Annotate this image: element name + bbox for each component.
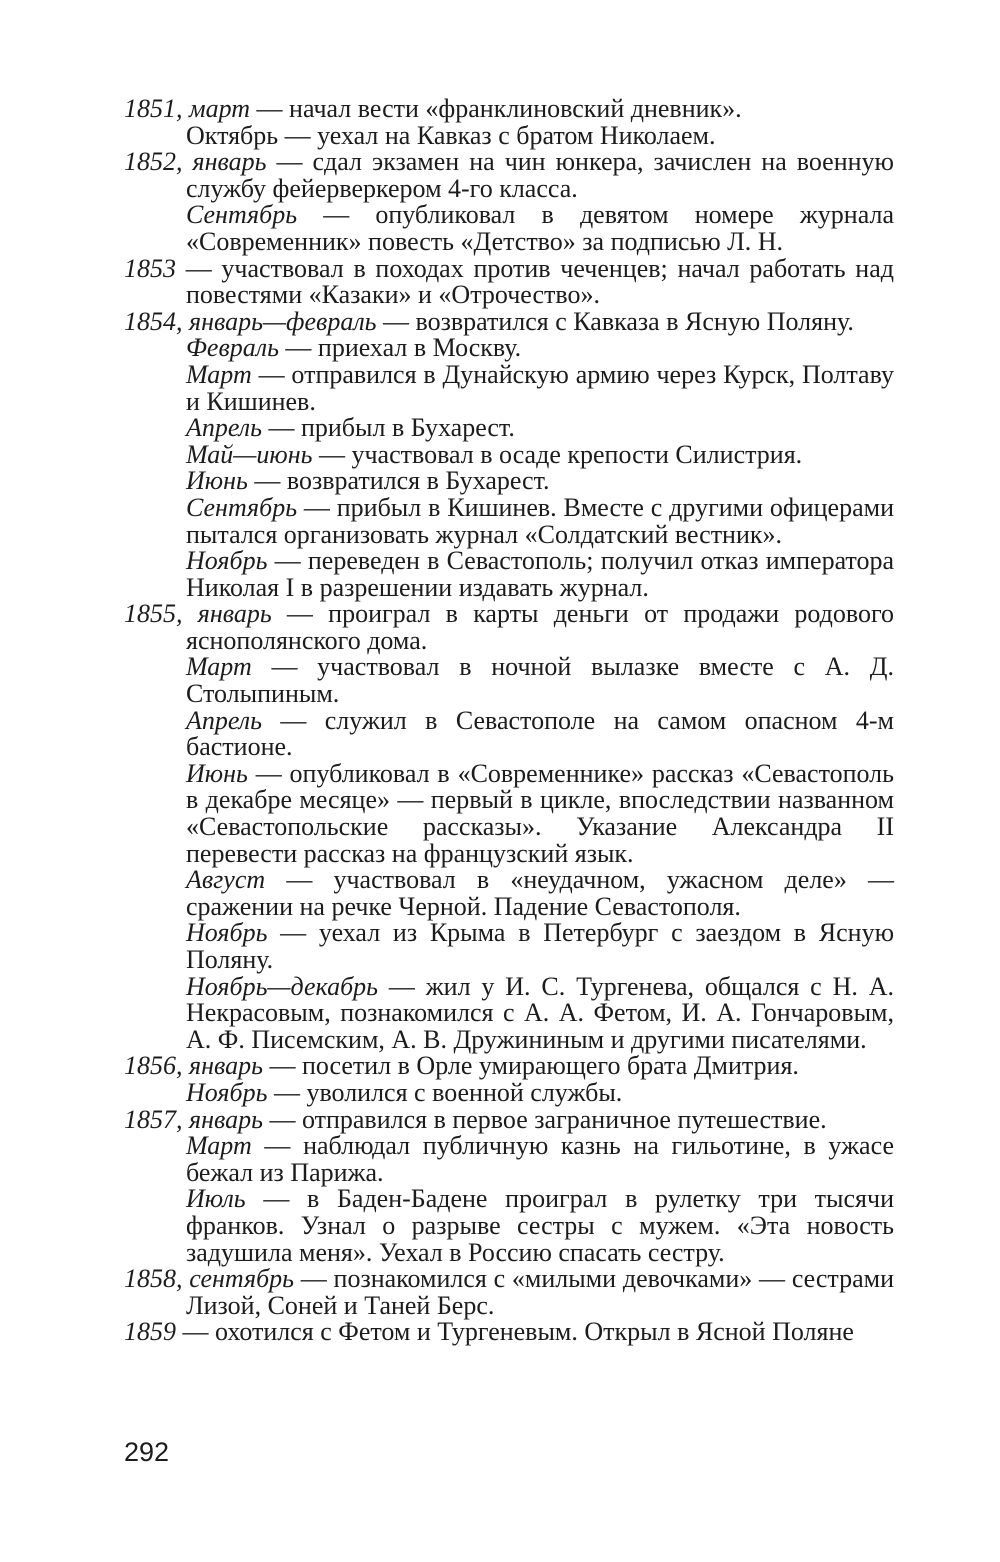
sub-entry-label: Апрель — [186, 413, 262, 443]
sub-entry-label: Февраль — [186, 333, 279, 363]
sub-entry-text: — служил в Севастополе на самом опасном 4-м бастионе. — [186, 705, 894, 762]
sub-entry-text: — уволился с военной службы. — [267, 1077, 623, 1107]
entry-text: — начал вести «франклиновский дневник». — [250, 94, 742, 123]
entry-1858 — [124, 1266, 894, 1319]
sub-entry-label: Июль — [186, 1184, 246, 1214]
entry-1851 — [124, 96, 894, 123]
sub-entry-text: — уехал из Крыма в Петербург с заездом в Ясную Поляну. — [186, 918, 894, 974]
sub-entry-text: — опубликовал в девятом номере журнала «Современник» повесть «Детство» за подписью Л. Н. — [186, 200, 894, 256]
sub-entry-label: Март — [186, 652, 252, 682]
entry-text: — проиграл в карты деньги от продажи родового яснополянского дома. — [186, 599, 894, 655]
entry-1853 — [124, 253, 894, 310]
page-number: 292 — [124, 1437, 170, 1467]
sub-entry-text: — жил у И. С. Тургенева, общался с Н. А. Некрасовым, познакомился с А. А. Фетом, И. А. Гончаровым, А. Ф. Писемским, А. В. Дружининым и другими писателями. — [186, 971, 894, 1054]
sub-entry-text: — переведен в Севастополь; получил отказ императора Николая I в разрешении издавать журнал. — [186, 546, 894, 602]
sub-entry-text: — в Баден-Бадене проиграл в рулетку три тысячи франков. Узнал о разрыве сестры с мужем. «Эта новость задушила меня». Уехал в Россию спасать сестру. — [186, 1184, 894, 1267]
sub-entry-label: Май—июнь — [186, 439, 313, 469]
sub-entry-label: Август — [186, 865, 266, 895]
sub-entry — [124, 1133, 894, 1186]
entry-text: — познакомился с «милыми девочками» — сестрами Лизой, Соней и Таней Берс. — [186, 1264, 894, 1320]
sub-entry-text: — прибыл в Бухарест. — [261, 413, 515, 443]
sub-entry — [124, 492, 894, 549]
sub-entry-label: Сентябрь — [186, 492, 298, 522]
sub-entry — [124, 468, 894, 495]
sub-entry-text: — приехал в Москву. — [278, 333, 522, 363]
sub-entry-label: Март — [186, 1131, 252, 1161]
sub-entry-label: Ноябрь — [186, 918, 268, 948]
sub-entry-label: Сентябрь — [186, 200, 298, 230]
entry-text: — участвовал в походах против чеченцев; начал работать над повестями «Казаки» и «Отрочество». — [176, 253, 894, 310]
sub-entry-text: — участвовал в осаде крепости Силистрия. — [312, 439, 803, 469]
sub-entry-text: Октябрь — уехал на Кавказ с братом Николаем. — [186, 120, 716, 150]
sub-entry-label: Апрель — [186, 705, 262, 735]
entry-1857 — [124, 1104, 894, 1134]
sub-entry — [124, 415, 894, 442]
entry-text: — возвратился с Кавказа в Ясную Поляну. — [376, 306, 854, 336]
entry-1855 — [124, 601, 894, 654]
entry-label: 1855, январь — [124, 599, 272, 629]
entry-label: 1854, январь—февраль — [124, 306, 377, 336]
sub-entry — [124, 920, 894, 973]
sub-entry-text: — участвовал в ночной вылазке вместе с А. Д. Столыпиным. — [186, 652, 894, 709]
sub-entry — [124, 202, 894, 255]
sub-entry — [124, 335, 894, 362]
sub-entry-label: Июнь — [186, 758, 248, 788]
sub-entry — [124, 120, 894, 150]
sub-entry-label: Ноябрь — [186, 1077, 268, 1107]
sub-entry — [124, 705, 894, 762]
sub-entry — [124, 439, 894, 469]
sub-entry-text: — участвовал в «неудачном, ужасном деле» — сражении на речке Черной. Падение Севастополя. — [186, 865, 894, 921]
sub-entry — [124, 971, 894, 1054]
entry-label: 1858, сентябрь — [124, 1264, 294, 1294]
sub-entry-text: — опубликовал в «Современнике» рассказ «Севастополь в декабре месяце» — первый в цикле, впоследствии названном «Севастопольские рассказы». Указание Александра II перевести рассказ на французский язык. — [186, 758, 894, 868]
chronology-text — [124, 96, 894, 1346]
sub-entry-text: — отправился в Дунайскую армию через Курск, Полтаву и Кишинев. — [186, 359, 894, 416]
entry-1856 — [124, 1053, 894, 1080]
entry-text: — отправился в первое заграничное путешествие. — [262, 1104, 827, 1134]
entry-label: 1852, январь — [124, 147, 267, 177]
entry-1852 — [124, 149, 894, 202]
sub-entry-text: — прибыл в Кишинев. Вместе с другими офицерами пытался организовать журнал «Солдатский вестник». — [186, 492, 894, 549]
entry-label: 1853 — [124, 253, 176, 283]
sub-entry — [124, 867, 894, 920]
entry-1859 — [124, 1319, 894, 1346]
sub-entry-label: Ноябрь—декабрь — [186, 971, 378, 1001]
entry-label: 1851, март — [124, 94, 251, 123]
sub-entry-text: — возвратился в Бухарест. — [247, 466, 550, 496]
entry-label: 1856, январь — [124, 1051, 263, 1081]
sub-entry-text: — наблюдал публичную казнь на гильотине, в ужасе бежал из Парижа. — [186, 1131, 894, 1187]
sub-entry — [124, 359, 894, 416]
sub-entry-label: Ноябрь — [186, 546, 268, 576]
sub-entry-label: Июнь — [186, 466, 248, 496]
sub-entry — [124, 1186, 894, 1266]
sub-entry — [124, 548, 894, 601]
sub-entry — [124, 654, 894, 707]
sub-entry — [124, 1077, 894, 1107]
entry-1854 — [124, 306, 894, 336]
entry-label: 1859 — [124, 1317, 176, 1347]
entry-text: — охотился с Фетом и Тургеневым. Открыл в Ясной Поляне — [176, 1317, 854, 1347]
sub-entry — [124, 758, 894, 868]
entry-text: — посетил в Орле умирающего брата Дмитрия. — [262, 1051, 799, 1081]
entry-label: 1857, январь — [124, 1104, 263, 1134]
entry-text: — сдал экзамен на чин юнкера, зачислен на военную службу фейерверкером 4-го класса. — [186, 147, 894, 203]
sub-entry-label: Март — [186, 359, 252, 389]
